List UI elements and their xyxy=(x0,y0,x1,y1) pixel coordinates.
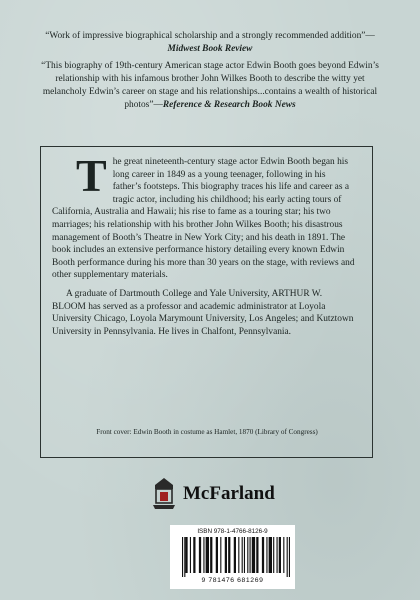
barcode-bar xyxy=(252,537,255,573)
book-blurb xyxy=(52,150,356,344)
review-quotes xyxy=(34,30,386,116)
barcode-bar xyxy=(277,537,278,573)
review-1-quote: “Work of impressive biographical scholarship and a strongly recommended addition”— xyxy=(45,31,375,41)
barcode-bar xyxy=(199,537,201,573)
barcode-bar xyxy=(273,537,274,573)
barcode-bar xyxy=(256,537,258,573)
barcode-bar xyxy=(262,537,264,573)
barcode-bar xyxy=(220,537,221,573)
barcode-bar xyxy=(203,537,204,573)
barcode-digits: 9 781476 681269 xyxy=(201,577,264,584)
barcode-bar xyxy=(210,537,212,573)
barcode-bar xyxy=(185,537,187,573)
barcode-bar xyxy=(228,537,230,573)
barcode-bar xyxy=(287,537,288,577)
review-2-source: Reference & Research Book News xyxy=(162,100,296,110)
barcode-bar xyxy=(238,537,239,573)
barcode-bar xyxy=(190,537,191,573)
publisher-logo xyxy=(150,475,290,511)
barcode xyxy=(182,537,290,577)
barcode-bar xyxy=(182,537,183,577)
isbn-label: ISBN 978-1-4766-8126-9 xyxy=(197,528,268,535)
barcode-bar xyxy=(289,537,290,577)
barcode-bar xyxy=(234,537,236,573)
barcode-bar xyxy=(244,537,245,573)
publisher-name: McFarland xyxy=(183,483,275,504)
barcode-bar xyxy=(279,537,281,573)
barcode-panel xyxy=(170,525,295,589)
barcode-bar xyxy=(225,537,227,573)
mcfarland-logo-icon xyxy=(150,475,178,511)
barcode-bar xyxy=(193,537,195,573)
barcode-bar xyxy=(216,537,218,573)
barcode-bar xyxy=(266,537,267,573)
author-bio: A graduate of Dartmouth College and Yale University, ARTHUR W. BLOOM has served as a professor and academic administrator at Loyola University Chicago, Loyola Marymount University, Los Angeles; and Kutztown University in Pennsylvania. He lives in Chalfont, Pennsylvania. xyxy=(52,288,354,337)
cover-credit: Front cover: Edwin Booth in costume as Hamlet, 1870 (Library of Congress) xyxy=(96,428,318,436)
blurb-text-1: he great nineteenth-century stage actor Edwin Booth began his long career in 1849 as a young teenager, following in his father’s footsteps. This biography traces his life and career as a tragic actor, including his childhood; his early acting tours of California, Australia and Hawaii; his rise to fame as a touring star; his two marriages; his relationship with his brother John Wilkes Booth; his disastrous management of Booth’s Theatre in New York City; and his death in 1891. The book includes an extensive performance history detailing every known Edwin Booth performance during his more than 30 years on the stage, with reviews and other supplementary materials. xyxy=(52,157,355,281)
review-1 xyxy=(34,30,386,56)
review-2 xyxy=(34,60,386,112)
barcode-bar xyxy=(184,537,185,577)
blurb-paragraph-1 xyxy=(52,150,356,282)
review-2-quote: “This biography of 19th-century American stage actor Edwin Booth goes beyond Edwin’s relationship with his infamous brother John Wilkes Booth to describe the witty yet melancholy Edwin’s career on stage and his relationships...contains a wealth of historical photos”— xyxy=(41,61,379,110)
barcode-bar xyxy=(250,537,251,573)
barcode-bar xyxy=(242,537,243,573)
barcode-bar xyxy=(247,537,248,573)
review-1-source: Midwest Book Review xyxy=(167,44,253,54)
barcode-bar xyxy=(206,537,209,573)
barcode-bar xyxy=(269,537,272,573)
barcode-bar xyxy=(283,537,284,573)
drop-cap: T xyxy=(76,150,107,201)
